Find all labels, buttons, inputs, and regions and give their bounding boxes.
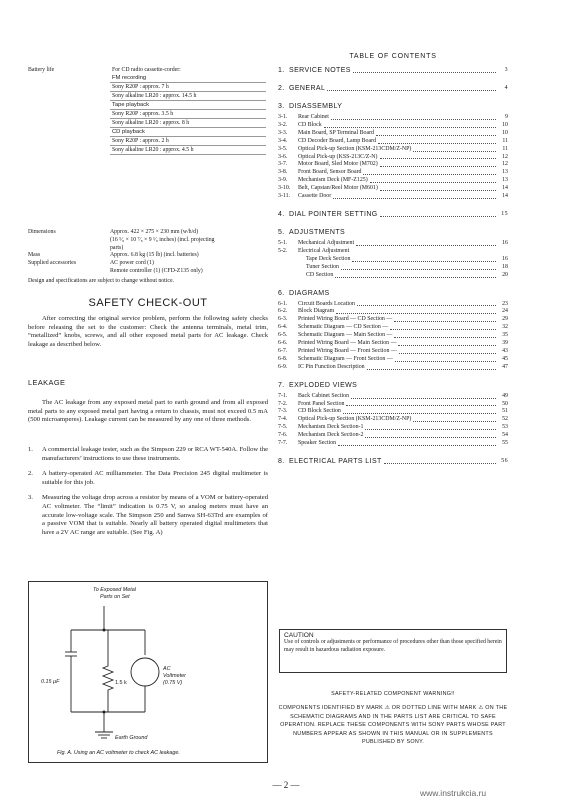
toc-entry-title: CD Block <box>298 121 322 128</box>
toc-entry-page: 35 <box>502 332 508 339</box>
toc-entry <box>278 432 508 440</box>
toc-section <box>278 102 508 111</box>
toc-entry-number: 3-11. <box>278 193 291 200</box>
spec-value: Sony alkaline LR20 : approx. 4.5 h <box>110 146 266 155</box>
toc-entry <box>278 146 508 154</box>
method-number: 3. <box>28 494 33 502</box>
toc-section-number: 7. <box>278 381 285 389</box>
spec-key <box>28 83 110 92</box>
toc-entry-number: 6-6. <box>278 340 288 347</box>
toc-leader-dots <box>356 240 496 246</box>
toc-leader-dots <box>394 316 496 322</box>
page-number: — 2 — <box>272 780 300 790</box>
toc-list <box>278 66 508 466</box>
toc-entry-number: 6-8. <box>278 355 288 362</box>
toc-entry-number: 7-4. <box>278 416 288 423</box>
spec-key <box>28 92 110 101</box>
spec-row <box>28 146 266 155</box>
spec-value: Remote controller (1) (CFD-Z135 only) <box>110 267 203 274</box>
spec-row <box>28 137 266 146</box>
toc-entry-page: 51 <box>502 408 508 415</box>
toc-entry <box>278 185 508 193</box>
toc-entry-page: 23 <box>502 300 508 307</box>
spec-row <box>28 237 266 245</box>
toc-entry-page: 13 <box>502 169 508 176</box>
toc-entry-title: Mechanism Deck Section-2 <box>298 432 364 439</box>
spec-table <box>28 66 266 155</box>
toc-entry-title: Mechanism Deck (MF-Z125) <box>298 177 368 184</box>
toc-entry-number: 7-2. <box>278 400 288 407</box>
toc-entry <box>278 401 508 409</box>
toc-leader-dots <box>367 364 496 370</box>
toc-leader-dots <box>324 122 496 128</box>
toc-entry-page: 55 <box>502 440 508 447</box>
toc-section-number: 1. <box>278 67 285 74</box>
fig-top-label-1: To Exposed Metal <box>93 587 136 593</box>
toc-leader-dots <box>352 256 496 262</box>
toc-leader-dots <box>365 432 496 438</box>
safety-warning-text: COMPONENTS IDENTIFIED BY MARK ⚠ OR DOTTED LINE WITH MARK ⚠ ON THE SCHEMATIC DIAGRAMS AND IN THE PARTS LIST ARE CRITICAL TO SAFE OPERATION. REPLACE THESE COMPONENTS WITH SONY PARTS WHOSE PART NUMBERS APPEAR AS SHOWN IN THIS MANUAL OR IN SUPPLEMENTS PUBLISHED BY SONY. <box>278 705 508 745</box>
toc-title: TABLE OF CONTENTS <box>349 53 437 60</box>
toc-leader-dots <box>395 356 496 362</box>
fig-cap-label: 0.15 µF <box>41 679 60 685</box>
toc-entry-page: 39 <box>502 340 508 347</box>
toc-leader-dots <box>376 130 496 136</box>
toc-entry <box>278 256 508 264</box>
toc-section-title: GENERAL <box>289 85 326 92</box>
toc-entry-title: CD Section <box>306 271 334 278</box>
spec-key: Battery life <box>28 67 55 73</box>
toc-section <box>278 457 508 466</box>
leakage-method <box>28 494 268 537</box>
spec-row <box>28 74 266 83</box>
toc-entry-number: 5-2. <box>278 247 288 254</box>
toc-entry-number: 3-5. <box>278 145 288 152</box>
toc-entry-page: 12 <box>502 161 508 168</box>
toc-entry-title: Printed Wiring Board — Front Section — <box>298 347 397 354</box>
toc-entry <box>278 264 508 272</box>
spec-key <box>28 110 110 119</box>
leakage-title: LEAKAGE <box>28 378 66 387</box>
toc-entry-title: Printed Wiring Board — CD Section — <box>298 316 393 323</box>
toc-section-page: 15 <box>501 210 508 217</box>
toc-section-page: 3 <box>504 67 508 73</box>
toc-section-number: 8. <box>278 458 285 465</box>
spec-key: Mass <box>28 252 41 259</box>
spec-value: Sony R20P : approx. 7 h <box>110 83 266 92</box>
spec-table-2 <box>28 229 266 276</box>
toc-entry-page: 52 <box>502 416 508 423</box>
toc-entry-number: 3-7. <box>278 161 288 168</box>
toc-entry-title: Optical Pick-up Section (KSM-213CDM/Z-NP) <box>298 145 412 152</box>
figure-a <box>28 581 268 763</box>
toc-entry-page: 29 <box>502 316 508 323</box>
spec-row <box>28 268 266 276</box>
leakage-circuit-diagram <box>29 582 267 762</box>
toc-leader-dots <box>327 84 496 91</box>
spec-value: Sony alkaline LR20 : approx. 14.5 h <box>110 92 266 101</box>
toc-leader-dots <box>336 308 496 314</box>
spec-row <box>28 260 266 268</box>
spec-value: AC power cord (1) <box>110 260 154 267</box>
caution-title: CAUTION <box>284 632 314 639</box>
toc-entry-page: 16 <box>502 255 508 262</box>
toc-entry <box>278 332 508 340</box>
caution-box <box>279 629 507 673</box>
toc-leader-dots <box>346 401 496 407</box>
toc-leader-dots <box>338 440 496 446</box>
fig-ground-label: Earth Ground <box>115 735 148 741</box>
toc-section-title: DIAGRAMS <box>289 289 330 297</box>
toc-entry <box>278 272 508 280</box>
spec-row <box>28 83 266 92</box>
toc-entry-page: 45 <box>502 355 508 362</box>
toc-entry-page: 53 <box>502 424 508 431</box>
spec-row <box>28 110 266 119</box>
toc-leader-dots <box>333 193 496 199</box>
toc-entry-page: 43 <box>502 347 508 354</box>
spec-key <box>28 268 110 276</box>
toc-entry-title: Tuner Section <box>306 263 339 270</box>
toc-entry <box>278 240 508 248</box>
toc-entry-number <box>278 264 298 272</box>
spec-value: CD playback <box>110 128 266 137</box>
toc-entry-title: Block Diagram <box>298 308 335 315</box>
toc-entry-page: 24 <box>502 308 508 315</box>
toc-section-title: DIAL POINTER SETTING <box>289 210 378 218</box>
safety-title: SAFETY CHECK-OUT <box>88 297 208 309</box>
toc-leader-dots <box>399 348 496 354</box>
toc-entry-number: 3-10. <box>278 185 291 192</box>
toc-entry <box>278 364 508 372</box>
caution-text: Use of controls or adjustments or performance of procedures other than those specified herein may result in hazardous radiation exposure. <box>284 639 502 653</box>
toc-entry <box>278 122 508 130</box>
fig-meter-1: AC <box>163 666 171 672</box>
toc-leader-dots <box>331 114 496 120</box>
toc-leader-dots <box>351 393 496 399</box>
toc-entry-title: Tape Deck Section <box>306 255 351 262</box>
spec-key <box>28 237 110 245</box>
method-text: A commercial leakage tester, such as the Simpson 229 or RCA WT-540A. Follow the manufacturers’ instructions to use these instruments. <box>42 446 268 462</box>
toc-entry-page: 14 <box>502 193 508 200</box>
toc-entry-page: 54 <box>502 432 508 439</box>
toc-entry-title: Rear Cabinet <box>298 114 329 120</box>
fig-res-label: 1.5 k <box>115 680 127 686</box>
toc-section-number: 6. <box>278 289 285 297</box>
spec-value: Approx. 6.8 kg (15 lb) (incl. batteries) <box>110 252 199 259</box>
toc-entry-number: 6-1. <box>278 300 288 307</box>
spec-value: Sony R20P : approx. 2 h <box>110 137 266 146</box>
toc-leader-dots <box>343 408 496 414</box>
toc-entry-page: 18 <box>502 263 508 270</box>
toc-section <box>278 289 508 298</box>
toc-entry <box>278 340 508 348</box>
toc-entry-number: 3-1. <box>278 114 288 120</box>
toc-entry <box>278 316 508 324</box>
toc-entry-title: CD Decoder Board, Lamp Board <box>298 137 377 144</box>
toc-entry-title: Printed Wiring Board — Main Section — <box>298 340 397 347</box>
safety-intro: After correcting the original service problem, perform the following safety checks before releasing the set to the customer: Check the antenna terminals, metal trim, “metallized” knobs, screws, and all other exposed metal parts for AC leakage. Check leakage as described below. <box>28 315 268 348</box>
toc-entry-title: Circuit Boards Location <box>298 300 355 307</box>
toc-section <box>278 66 508 75</box>
toc-entry-title: Mechanical Adjustment <box>298 239 355 246</box>
spec-key <box>28 119 110 128</box>
spec-value: Approx. 422 × 275 × 230 mm (w/h/d) <box>110 229 199 235</box>
toc-entry-page: 12 <box>502 153 508 160</box>
toc-entry-title: Main Board, SP Terminal Board <box>298 129 374 136</box>
spec-row <box>28 66 266 74</box>
toc-section <box>278 228 508 237</box>
fig-caption: Fig. A. Using an AC voltmeter to check AC leakage. <box>57 750 180 756</box>
toc-leader-dots <box>394 332 496 338</box>
toc-leader-dots <box>357 301 496 307</box>
toc-entry-title: IC Pin Function Description <box>298 363 365 370</box>
toc-entry <box>278 424 508 432</box>
spec-row <box>28 101 266 110</box>
toc-entry-page: 11 <box>502 145 508 152</box>
spec-value: Sony alkaline LR20 : approx. 8 h <box>110 119 266 128</box>
toc-entry-number: 6-2. <box>278 308 288 315</box>
toc-entry-number: 7-6. <box>278 432 288 439</box>
toc-entry-number: 5-1. <box>278 239 288 246</box>
fig-meter-2: Voltmeter <box>163 673 186 679</box>
toc-entry-number: 7-3. <box>278 408 288 415</box>
method-number: 2. <box>28 470 33 478</box>
toc-leader-dots <box>413 146 496 152</box>
toc-section-title: ADJUSTMENTS <box>289 228 346 236</box>
toc-leader-dots <box>380 154 496 160</box>
toc-section-title: ELECTRICAL PARTS LIST <box>289 458 382 465</box>
spec-row <box>28 128 266 137</box>
toc-section-page: 4 <box>504 85 508 91</box>
toc-entry-page: 9 <box>505 114 508 120</box>
toc-entry-title: Front Panel Section <box>298 400 345 407</box>
toc-leader-dots <box>413 416 496 422</box>
toc-entry-number: 3-6. <box>278 153 288 160</box>
toc-entry-page: 20 <box>502 271 508 278</box>
toc-section-title: DISASSEMBLY <box>289 103 343 110</box>
toc-entry <box>278 114 508 122</box>
toc-section-number: 3. <box>278 103 285 110</box>
toc-entry-number: 3-4. <box>278 137 288 144</box>
spec-note: Design and specifications are subject to change without notice. <box>28 278 175 284</box>
toc-entry-page: 11 <box>502 137 508 144</box>
toc-entry <box>278 161 508 169</box>
toc-entry-number: 3-8. <box>278 169 288 176</box>
spec-key <box>28 245 110 253</box>
watermark: www.instrukcia.ru <box>420 788 487 798</box>
toc-leader-dots <box>380 210 496 217</box>
toc-entry-number: 3-9. <box>278 177 288 184</box>
spec-row <box>28 229 266 237</box>
toc-entry-title: Front Board, Sensor Board <box>298 169 362 176</box>
toc-entry <box>278 193 508 201</box>
toc-entry <box>278 324 508 332</box>
toc-leader-dots <box>398 340 496 346</box>
spec-key <box>28 74 110 83</box>
toc-entry-title: Optical Pick-up Section (KSM-213CDM/Z-NP) <box>298 416 412 423</box>
toc-entry <box>278 177 508 185</box>
toc-entry-title: Electrical Adjustment <box>298 247 350 254</box>
toc-entry <box>278 416 508 424</box>
toc-leader-dots <box>363 169 496 175</box>
fig-top-label-2: Parts on Set <box>100 594 130 600</box>
spec-key: Dimensions <box>28 229 56 235</box>
toc-entry-title: Motor Board, Sled Motor (M702) <box>298 161 378 168</box>
toc-entry <box>278 356 508 364</box>
toc-section-number: 4. <box>278 210 285 218</box>
toc-entry-number: 3-3. <box>278 129 288 136</box>
method-number: 1. <box>28 446 33 453</box>
spec-value: Tape playback <box>110 101 266 110</box>
toc-entry-title: Mechanism Deck Section-1 <box>298 424 364 431</box>
method-text: A battery-operated AC milliammeter. The Data Precision 245 digital multimeter is suitable for this job. <box>42 470 268 486</box>
toc-entry-title: Schematic Diagram — Front Section — <box>298 355 393 362</box>
toc-entry <box>278 248 508 256</box>
leakage-methods <box>28 446 268 544</box>
toc-entry-number <box>278 272 298 280</box>
safety-warning-title: SAFETY-RELATED COMPONENT WARNING!! <box>331 691 455 697</box>
toc-section <box>278 210 508 219</box>
toc-leader-dots <box>335 272 496 278</box>
leakage-method <box>28 446 268 463</box>
toc-leader-dots <box>353 66 496 73</box>
toc-entry-number: 6-9. <box>278 363 288 370</box>
toc-entry <box>278 440 508 448</box>
toc-entry-number <box>278 256 298 264</box>
toc-entry-number: 6-5. <box>278 332 288 339</box>
spec-row <box>28 92 266 101</box>
toc-entry-title: Back Cabinet Section <box>298 392 350 399</box>
toc-entry-title: Schematic Diagram — Main Section — <box>298 332 393 339</box>
spec-value: (16 ⁵⁄₈ × 10 ⁷⁄₈ × 9 ¹⁄₈ inches) (incl. projecting <box>110 236 215 243</box>
toc-entry-page: 50 <box>502 400 508 407</box>
toc-leader-dots <box>365 424 496 430</box>
spec-key <box>28 128 110 137</box>
toc-leader-dots <box>390 324 496 330</box>
toc-entry-title: Schematic Diagram — CD Section — <box>298 324 389 331</box>
toc-entry-title: Cassette Door <box>298 193 332 200</box>
toc-entry <box>278 348 508 356</box>
toc-entry-title: Optical Pick-up (KSS-213C/Z-N) <box>298 153 378 160</box>
toc-entry-number: 7-5. <box>278 424 288 431</box>
toc-leader-dots <box>384 457 496 464</box>
toc-leader-dots <box>341 264 496 270</box>
spec-key: Supplied accessories <box>28 260 77 267</box>
toc-section-title: SERVICE NOTES <box>289 67 351 74</box>
spec-value: parts) <box>110 244 124 251</box>
toc-entry-number: 3-2. <box>278 121 288 128</box>
toc-entry-title: Speaker Section <box>298 440 337 447</box>
toc-entry-number: 7-7. <box>278 440 288 447</box>
toc-entry-page: 13 <box>502 177 508 184</box>
toc-entry <box>278 138 508 146</box>
toc-entry-page: 47 <box>502 363 508 370</box>
toc-entry-page: 49 <box>502 392 508 399</box>
spec-row <box>28 119 266 128</box>
toc-entry-page: 32 <box>502 324 508 331</box>
toc-entry-page: 16 <box>502 239 508 246</box>
toc-entry-page: 14 <box>502 185 508 192</box>
toc-entry <box>278 130 508 138</box>
method-text: Measuring the voltage drop across a resistor by means of a VOM or battery-operated AC voltmeter. The “limit” indication is 0.75 V, so analog meters must have an accurate low-voltage scale. The Simpson 250 and Sanwa SH-63Trd are examples of a passive VOM that is suitable. Nearly all battery operated digital multimeters that have a 2V AC range are suitable. (See Fig. A) <box>42 494 268 536</box>
leakage-method <box>28 470 268 487</box>
fig-meter-3: (0.75 V) <box>163 680 183 686</box>
toc-section <box>278 84 508 93</box>
toc-entry <box>278 308 508 316</box>
toc-entry-page: 10 <box>502 121 508 128</box>
toc-entry-number: 6-7. <box>278 347 288 354</box>
toc-entry-number: 7-1. <box>278 392 288 399</box>
toc-section <box>278 381 508 390</box>
toc-leader-dots <box>380 161 496 167</box>
spec-key <box>28 137 110 146</box>
toc-section-number: 5. <box>278 228 285 236</box>
spec-value: Sony R20P : approx. 3.5 h <box>110 110 266 119</box>
toc-entry-page: 10 <box>502 129 508 136</box>
toc-section-number: 2. <box>278 85 285 92</box>
toc-leader-dots <box>370 177 496 183</box>
toc-entry-number: 6-3. <box>278 316 288 323</box>
spec-value: FM recording <box>110 74 266 83</box>
toc-leader-dots <box>378 138 496 144</box>
leakage-text: The AC leakage from any exposed metal part to earth ground and from all exposed metal parts to any exposed metal part having a return to chassis, must not exceed 0.5 mA (500 microamperes). Leakage current can be measured by any one of three methods. <box>28 399 268 424</box>
toc-entry-title: CD Block Section <box>298 408 341 415</box>
spec-value: For CD radio cassette-corder: <box>112 67 181 73</box>
toc-entry <box>278 393 508 401</box>
spec-key <box>28 101 110 110</box>
toc-section-page: 56 <box>501 458 508 464</box>
spec-key <box>28 146 110 155</box>
toc-entry <box>278 301 508 309</box>
toc-entry-title: Belt, Capstan/Reel Motor (M601) <box>298 185 378 192</box>
toc-section-title: EXPLODED VIEWS <box>289 381 358 389</box>
toc-leader-dots <box>380 185 496 191</box>
toc-entry-number: 6-4. <box>278 324 288 331</box>
